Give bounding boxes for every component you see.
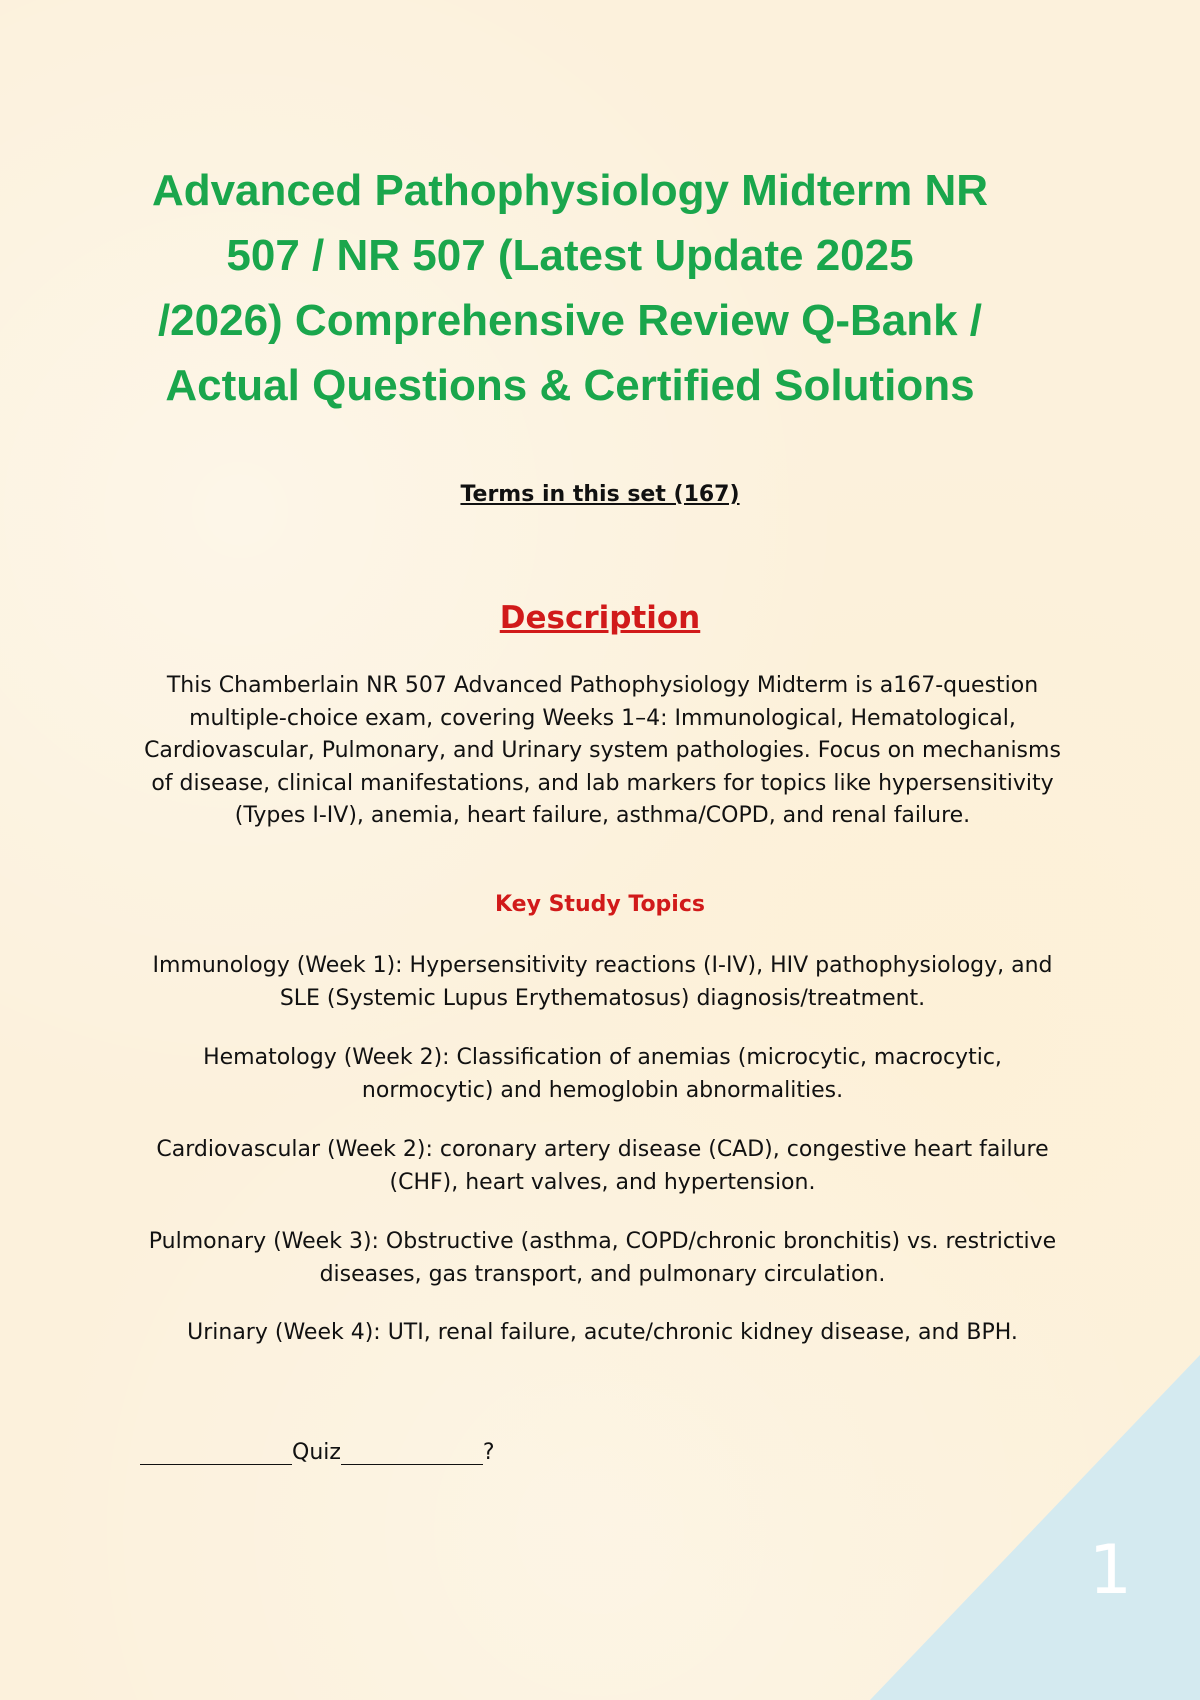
title-line: 507 / NR 507 (Latest Update 2025 (226, 231, 914, 280)
blank-line (341, 1440, 483, 1465)
quiz-end-mark: ? (482, 1440, 495, 1465)
key-study-topics-heading: Key Study Topics (495, 892, 705, 917)
topic-cardiovascular: Cardiovascular (Week 2): coronary artery disease (CAD), congestive heart failure (CHF), heart valves, and hypertension. (156, 1137, 1049, 1195)
terms-count-label: Terms in this set (167) (460, 482, 740, 507)
topic-immunology: Immunology (Week 1): Hypersensitivity reactions (I-IV), HIV pathophysiology, and SLE (Systemic Lupus Erythematosus) diagnosis/treatment. (152, 953, 1053, 1011)
title-line: Actual Questions & Certified Solutions (165, 361, 975, 410)
page-number: 1 (1088, 1531, 1132, 1610)
title-line: /2026) Comprehensive Review Q-Bank / (157, 296, 983, 345)
blank-line (140, 1440, 292, 1465)
topic-urinary: Urinary (Week 4): UTI, renal failure, acute/chronic kidney disease, and BPH. (187, 1320, 1018, 1345)
quiz-word: Quiz (292, 1440, 341, 1465)
topic-pulmonary: Pulmonary (Week 3): Obstructive (asthma, COPD/chronic bronchitis) vs. restrictive diseases, gas transport, and pulmonary circulation. (148, 1229, 1057, 1287)
topic-hematology: Hematology (Week 2): Classification of anemias (microcytic, macrocytic, normocytic) and hemoglobin abnormalities. (203, 1045, 1002, 1103)
description-heading: Description (499, 600, 701, 636)
title-line: Advanced Pathophysiology Midterm NR (151, 166, 989, 215)
description-text: This Chamberlain NR 507 Advanced Pathophysiology Midterm is a167-question multiple-choice exam, covering Weeks 1–4: Immunological, Hematological, Cardiovascular, Pulmonary, and Urinary system pathologies. Focus on mechanisms of disease, clinical manifestations, and lab markers for topics like hypersensitivity (Types I-IV), anemia, heart failure, asthma/COPD, and renal failure. (144, 673, 1061, 828)
document-title (100, 158, 1040, 418)
quiz-fill-in-line (140, 1440, 495, 1465)
corner-decoration (870, 1355, 1200, 1700)
